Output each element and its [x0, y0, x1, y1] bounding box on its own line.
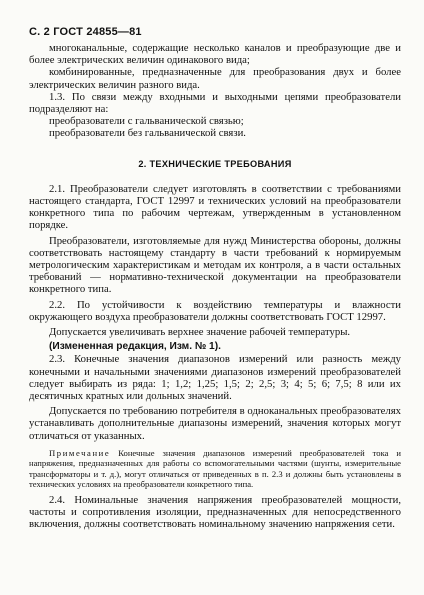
paragraph-2-2: 2.2. По устойчивости к воздействию температуры и влажности окружающего воздуха преобразователи должны соответствовать ГОСТ 12997. — [29, 298, 401, 323]
paragraph-no-galvanic-link: преобразователи без гальванической связи. — [49, 127, 246, 140]
section-heading: 2. ТЕХНИЧЕСКИЕ ТРЕБОВАНИЯ — [138, 158, 292, 169]
note-text: Конечные значения диапазонов измерений преобразователей тока и напряжения, предназначенных для работы со вспомогательными частями (шунты, измерительные трансформаторы и т. д.), могут отличаться от приведенных в п. 2.3 и должны быть установлены в технических условиях на преобразователи конкретного типа. — [29, 447, 401, 490]
page-content — [29, 42, 401, 530]
paragraph-multichannel: многоканальные, содержащие несколько каналов и преобразующие две и более электрических величин одинакового вида; — [29, 42, 401, 67]
note-label: Примечание — [49, 447, 111, 458]
paragraph-combined: комбинированные, предназначенные для преобразования двух и более электрических величин разного вида. — [29, 66, 401, 91]
paragraph-2-4: 2.4. Номинальные значения напряжения преобразователей мощности, частоты и сопротивления изоляции, предназначенных для непосредственного включения, должны соответствовать номинальному значению напряжения сети. — [29, 493, 401, 530]
note-block — [29, 448, 401, 490]
paragraph-galvanic-link: преобразователи с гальванической связью; — [49, 115, 244, 128]
paragraph-2-1: 2.1. Преобразователи следует изготовлять в соответствии с требованиями настоящего стандарта, ГОСТ 12997 и технических условий на преобразователи конкретного типа по рабочим чертежам, утвержденным в установленном порядке. — [29, 182, 401, 232]
page-header: С. 2 ГОСТ 24855—81 — [29, 26, 142, 38]
paragraph-amendment: (Измененная редакция, Изм. № 1). — [49, 341, 221, 353]
paragraph-defense: Преобразователи, изготовляемые для нужд Министерства обороны, должны соответствовать настоящему стандарту в части требований к нормируемым метрологическим характеристикам и методам их контроля, а в части остальных требований — нормативно-технической документации на преобразователи конкретного типа. — [29, 234, 401, 296]
paragraph-2-3: 2.3. Конечные значения диапазонов измерений или разность между конечными и начальными значениями диапазонов измерений преобразователей следует выбирать из ряда: 1; 1,2; 1,25; 1,5; 2; 2,5; 3; 4; 5; 6; 7,5; 8 или их десятичных кратных или дольных значений. — [29, 353, 401, 403]
paragraph-extra-ranges: Допускается по требованию потребителя в одноканальных преобразователях устанавливать дополнительные диапазоны измерений, значения которых могут отличаться от указанных. — [29, 405, 401, 442]
paragraph-temperature: Допускается увеличивать верхнее значение рабочей температуры. — [49, 326, 351, 339]
paragraph-1-3: 1.3. По связи между входными и выходными цепями преобразователи подразделяют на: — [29, 90, 401, 116]
